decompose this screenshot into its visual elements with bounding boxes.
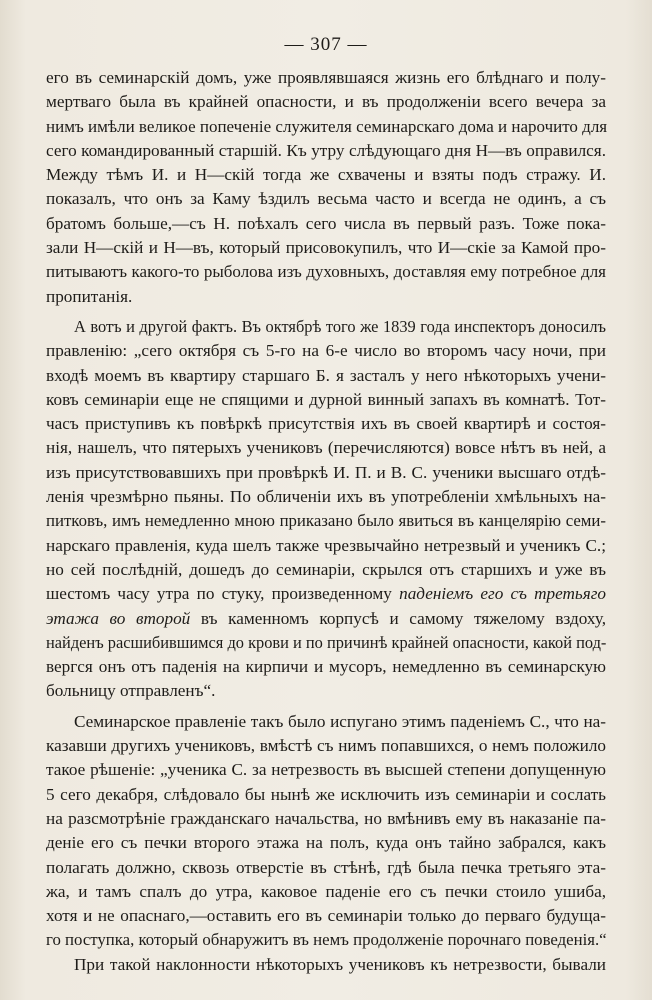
line-text: сего командированный старшій. Къ утру слѣдующаго дня Н—въ оправился. <box>46 140 606 160</box>
line-text: братомъ больше,—съ Н. поѣхалъ сего числа въ первый разъ. Тоже пока- <box>46 213 606 233</box>
line-text: на разсмотрѣніе гражданскаго начальства, но вмѣнивъ ему въ наказаніе па- <box>46 808 606 828</box>
italic-emphasis: этажа во второй <box>46 608 191 628</box>
text-line <box>46 558 606 582</box>
line-text: но сей послѣдній, дошедъ до семинаріи, скрылся отъ старшихъ и уже въ <box>46 559 606 579</box>
text-line <box>46 315 606 339</box>
text-line <box>46 582 606 606</box>
line-text: полагать должно, сквозь отверстіе въ стѣнѣ, гдѣ была печка третьяго эта- <box>46 857 606 877</box>
text-line <box>46 236 606 260</box>
line-text: го поступка, который обнаружитъ въ немъ продолженіе порочнаго поведенія.“ <box>46 930 607 950</box>
line-text: 5 сего декабря, слѣдовало бы нынѣ же исключить изъ семинаріи и сослать <box>46 784 606 804</box>
line-text: вергся онъ отъ паденія на кирпичи и мусоръ, немедленно въ семинарскую <box>46 657 606 677</box>
line-text: Между тѣмъ И. и Н—скій тогда же схвачены и взяты подъ стражу. И. <box>46 165 606 185</box>
line-text: питываютъ какого-то рыболова изъ духовныхъ, доставляя ему потребное для <box>46 262 606 282</box>
line-text: входѣ моемъ въ квартиру старшаго Б. я засталъ у него нѣкоторыхъ учени- <box>46 365 606 385</box>
line-text: Семинарское правленіе такъ было испугано этимъ паденіемъ С., что на- <box>74 711 606 731</box>
text-line <box>46 436 606 460</box>
text-line <box>46 953 606 977</box>
line-text: въ каменномъ корпусѣ и самому тяжелому вздоху, <box>200 608 607 628</box>
body-text <box>46 66 606 977</box>
text-line <box>46 783 606 807</box>
line-text: показалъ, что онъ за Каму ѣздилъ весьма часто и всегда не одинъ, а съ <box>46 189 606 209</box>
text-line <box>46 187 606 211</box>
line-text: правленію: „сего октября съ 5-го на 6-е число во второмъ часу ночи, при <box>46 341 606 361</box>
text-line <box>46 607 606 631</box>
line-text: ленія чрезмѣрно пьяны. По обличеніи ихъ въ употребленіи хмѣльныхъ на- <box>46 487 606 507</box>
text-line <box>46 509 606 533</box>
text-line <box>46 364 606 388</box>
line-text: больницу отправленъ“. <box>46 681 216 701</box>
text-line <box>46 115 606 139</box>
line-text: ковъ семинаріи еще не спящими и дурной винный запахъ въ комнатѣ. Тот- <box>46 389 606 409</box>
line-text: часъ приступивъ къ повѣркѣ присутствія ихъ въ своей квартирѣ и состоя- <box>46 414 606 434</box>
line-text: А вотъ и другой фактъ. Въ октябрѣ того же 1839 года инспекторъ доносилъ <box>74 316 606 336</box>
text-line <box>46 734 606 758</box>
text-line <box>46 655 606 679</box>
text-line <box>46 904 606 928</box>
line-text: шестомъ часу утра по стуку, произведенному <box>46 584 392 604</box>
line-text: его въ семинарскій домъ, уже проявлявшаяся жизнь его блѣднаго и полу- <box>46 68 606 87</box>
text-line <box>46 631 606 655</box>
text-line <box>46 758 606 782</box>
text-line <box>46 534 606 558</box>
text-line <box>46 163 606 187</box>
text-line <box>46 928 606 952</box>
text-line <box>46 880 606 904</box>
line-text: нимъ имѣли великое попеченіе служителя семинарскаго дома и нарочито для <box>46 116 608 136</box>
text-line <box>46 212 606 236</box>
line-text: найденъ расшибившимся до крови и по причинѣ крайней опасности, какой под- <box>46 632 607 652</box>
line-text: такое рѣшеніе: „ученика С. за нетрезвость въ высшей степени допущенную <box>46 760 606 780</box>
text-line <box>46 807 606 831</box>
text-line <box>46 461 606 485</box>
line-text: нарскаго правленія, куда шелъ также чрезвычайно нетрезвый и ученикъ С.; <box>46 535 606 555</box>
text-line <box>46 285 606 309</box>
line-text: питковъ, имъ немедленно мною приказано было явиться въ канцелярію семи- <box>46 511 606 531</box>
text-line <box>46 710 606 734</box>
italic-emphasis: паденіемъ его съ третьяго <box>399 584 606 604</box>
text-line <box>46 412 606 436</box>
text-line <box>46 856 606 880</box>
text-line <box>46 679 606 703</box>
line-text: зали Н—скій и Н—въ, который присовокупилъ, что И—скіе за Камой про- <box>46 238 606 258</box>
line-text: хотя и не опаснаго,—оставить его въ семинаріи только до перваго будуща- <box>46 906 606 926</box>
line-text: При такой наклонности нѣкоторыхъ учениковъ къ нетрезвости, бывали <box>74 954 606 974</box>
line-text: деніе его съ печки второго этажа на полъ, куда онъ тайно забрался, какъ <box>46 833 606 853</box>
line-text: казавши другихъ учениковъ, вмѣстѣ съ нимъ попавшихся, о немъ положило <box>46 736 606 756</box>
text-line <box>46 485 606 509</box>
line-text: мертваго была въ крайней опасности, и въ продолженіи всего вечера за <box>46 92 606 112</box>
line-text: изъ присутствовавшихъ при провѣркѣ И. П. и В. С. ученики высшаго отдѣ- <box>46 462 606 482</box>
line-text: жа, и тамъ спалъ до утра, каковое паденіе его съ печки стоило ушиба, <box>46 881 606 901</box>
text-line <box>46 339 606 363</box>
text-line <box>46 388 606 412</box>
text-line <box>46 260 606 284</box>
text-line <box>46 831 606 855</box>
line-text: нія, нашелъ, что пятерыхъ учениковъ (перечисляются) вовсе нѣтъ въ ней, а <box>46 438 606 458</box>
text-line <box>46 66 606 90</box>
line-text: пропитанія. <box>46 286 133 306</box>
text-line <box>46 139 606 163</box>
text-line <box>46 90 606 114</box>
page-number: — 307 — <box>284 34 368 55</box>
